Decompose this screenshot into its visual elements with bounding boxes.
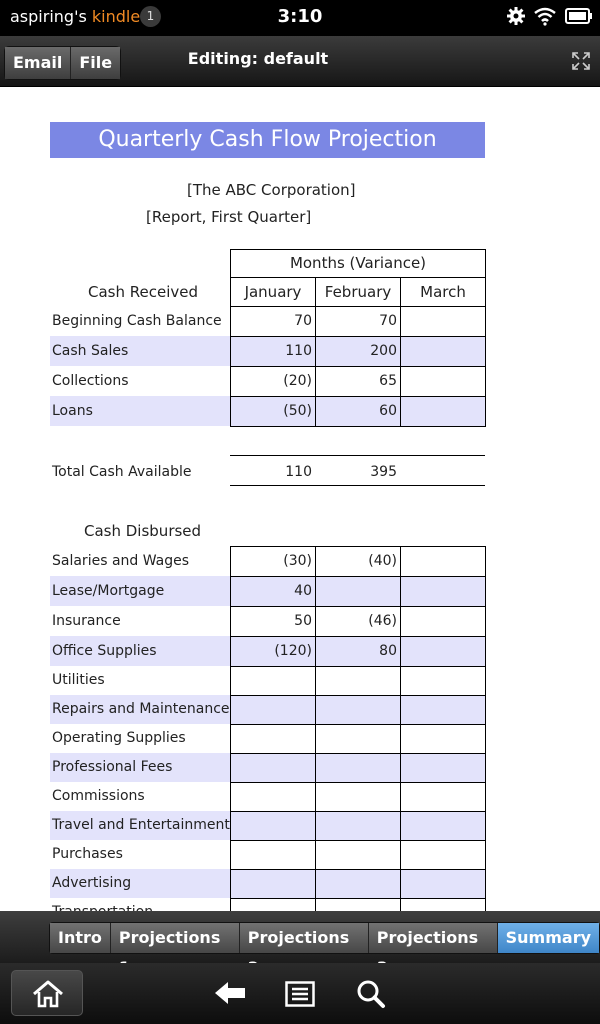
file-button[interactable]: File xyxy=(71,47,120,79)
back-arrow-icon[interactable] xyxy=(213,980,247,1006)
disbursed-cell[interactable] xyxy=(315,753,401,783)
bottom-nav-bar xyxy=(0,963,600,1024)
disbursed-cell[interactable]: 80 xyxy=(315,636,401,667)
received-cell[interactable] xyxy=(400,366,486,397)
month-header-march: March xyxy=(400,277,486,307)
wifi-icon xyxy=(533,6,557,26)
disbursed-cell[interactable] xyxy=(230,724,316,754)
disbursed-row-label: Salaries and Wages xyxy=(52,553,190,569)
received-cell[interactable] xyxy=(400,336,486,367)
app-toolbar xyxy=(0,36,600,87)
disbursed-cell[interactable] xyxy=(315,840,401,870)
menu-icon[interactable] xyxy=(285,981,315,1007)
received-cell[interactable]: 70 xyxy=(230,306,316,337)
disbursed-cell[interactable] xyxy=(400,636,486,667)
disbursed-cell[interactable] xyxy=(400,811,486,841)
month-header-january: January xyxy=(230,277,316,307)
tab-summary[interactable]: Summary xyxy=(498,923,599,953)
tab-projections-2[interactable]: Projections xyxy=(240,923,369,953)
received-cell[interactable]: (20) xyxy=(230,366,316,397)
disbursed-cell[interactable] xyxy=(400,782,486,812)
disbursed-cell[interactable] xyxy=(315,782,401,812)
tab-intro[interactable]: Intro xyxy=(50,923,111,953)
received-row-label: Beginning Cash Balance xyxy=(52,313,222,329)
notification-badge[interactable]: 1 xyxy=(140,6,161,27)
received-row-label: Collections xyxy=(52,373,129,389)
search-icon[interactable] xyxy=(356,979,386,1009)
disbursed-cell[interactable] xyxy=(230,782,316,812)
disbursed-row-label: Purchases xyxy=(52,846,123,862)
disbursed-cell[interactable]: (40) xyxy=(315,546,401,577)
cash-disbursed-heading: Cash Disbursed xyxy=(84,522,202,540)
total-top-rule xyxy=(230,455,485,456)
disbursed-cell[interactable] xyxy=(400,666,486,696)
disbursed-row-label: Professional Fees xyxy=(50,753,230,782)
disbursed-cell[interactable] xyxy=(400,546,486,577)
received-cell[interactable]: 110 xyxy=(230,336,316,367)
received-cell[interactable] xyxy=(400,306,486,337)
disbursed-cell[interactable] xyxy=(315,869,401,899)
disbursed-cell[interactable] xyxy=(230,695,316,725)
disbursed-cell[interactable] xyxy=(230,753,316,783)
sheet-tabs xyxy=(49,922,600,954)
disbursed-cell[interactable] xyxy=(315,695,401,725)
home-icon xyxy=(32,980,64,1008)
tab-projections-3[interactable]: Projections xyxy=(369,923,498,953)
received-cell[interactable]: 200 xyxy=(315,336,401,367)
email-button[interactable]: Email xyxy=(5,47,71,79)
tab-projections-1[interactable]: Projections xyxy=(111,923,240,953)
received-row-label: Cash Sales xyxy=(50,336,230,366)
disbursed-cell[interactable]: (46) xyxy=(315,606,401,637)
disbursed-cell[interactable] xyxy=(230,811,316,841)
received-row-label: Loans xyxy=(50,396,230,426)
total-bottom-rule xyxy=(230,485,485,486)
disbursed-cell[interactable] xyxy=(315,666,401,696)
disbursed-cell[interactable] xyxy=(400,576,486,607)
received-cell[interactable] xyxy=(400,396,486,427)
months-header: Months (Variance) xyxy=(230,249,486,278)
received-cell[interactable]: 70 xyxy=(315,306,401,337)
disbursed-row-label: Utilities xyxy=(52,672,105,688)
cash-received-heading: Cash Received xyxy=(88,283,199,301)
disbursed-cell[interactable]: (30) xyxy=(230,546,316,577)
disbursed-row-label: Insurance xyxy=(52,613,121,629)
spreadsheet-document[interactable] xyxy=(0,87,600,911)
toolbar-button-group xyxy=(4,46,121,80)
total-february[interactable]: 395 xyxy=(370,464,397,480)
received-cell[interactable]: (50) xyxy=(230,396,316,427)
month-header-february: February xyxy=(315,277,401,307)
disbursed-cell[interactable] xyxy=(230,840,316,870)
document-title: Editing: default xyxy=(187,49,329,68)
report-period: [Report, First Quarter] xyxy=(146,208,312,226)
disbursed-cell[interactable] xyxy=(400,840,486,870)
gear-icon[interactable] xyxy=(506,6,526,26)
disbursed-cell[interactable] xyxy=(315,724,401,754)
disbursed-cell[interactable]: (120) xyxy=(230,636,316,667)
disbursed-cell[interactable]: 40 xyxy=(230,576,316,607)
received-cell[interactable]: 60 xyxy=(315,396,401,427)
battery-icon xyxy=(565,6,593,26)
company-name: [The ABC Corporation] xyxy=(187,181,356,199)
disbursed-cell[interactable] xyxy=(400,724,486,754)
disbursed-row-label: Repairs and Maintenance xyxy=(50,695,230,724)
total-cash-available-label: Total Cash Available xyxy=(52,464,192,480)
disbursed-cell[interactable] xyxy=(400,695,486,725)
disbursed-row-label: Commissions xyxy=(52,788,145,804)
disbursed-row-label: Operating Supplies xyxy=(52,730,186,746)
owner-name: aspiring's xyxy=(10,7,87,26)
disbursed-row-label: Lease/Mortgage xyxy=(50,576,230,606)
kindle-brand: kindle xyxy=(91,7,141,26)
total-january[interactable]: 110 xyxy=(285,464,312,480)
home-button[interactable] xyxy=(11,970,83,1016)
disbursed-cell[interactable]: 50 xyxy=(230,606,316,637)
disbursed-row-label: Office Supplies xyxy=(50,636,230,666)
disbursed-cell[interactable] xyxy=(400,753,486,783)
disbursed-cell[interactable] xyxy=(400,869,486,899)
report-title: Quarterly Cash Flow Projection xyxy=(50,122,485,158)
disbursed-cell[interactable] xyxy=(315,811,401,841)
disbursed-cell[interactable] xyxy=(315,576,401,607)
disbursed-row-label: Advertising xyxy=(50,869,230,898)
disbursed-cell[interactable] xyxy=(230,869,316,899)
disbursed-row-label: Travel and Entertainment xyxy=(50,811,230,840)
status-bar xyxy=(0,0,600,36)
received-cell[interactable]: 65 xyxy=(315,366,401,397)
sheet-tab-bar xyxy=(0,911,600,963)
disbursed-cell[interactable] xyxy=(400,606,486,637)
disbursed-cell[interactable] xyxy=(230,666,316,696)
fullscreen-icon[interactable] xyxy=(571,51,591,71)
clock: 3:10 xyxy=(277,6,323,27)
